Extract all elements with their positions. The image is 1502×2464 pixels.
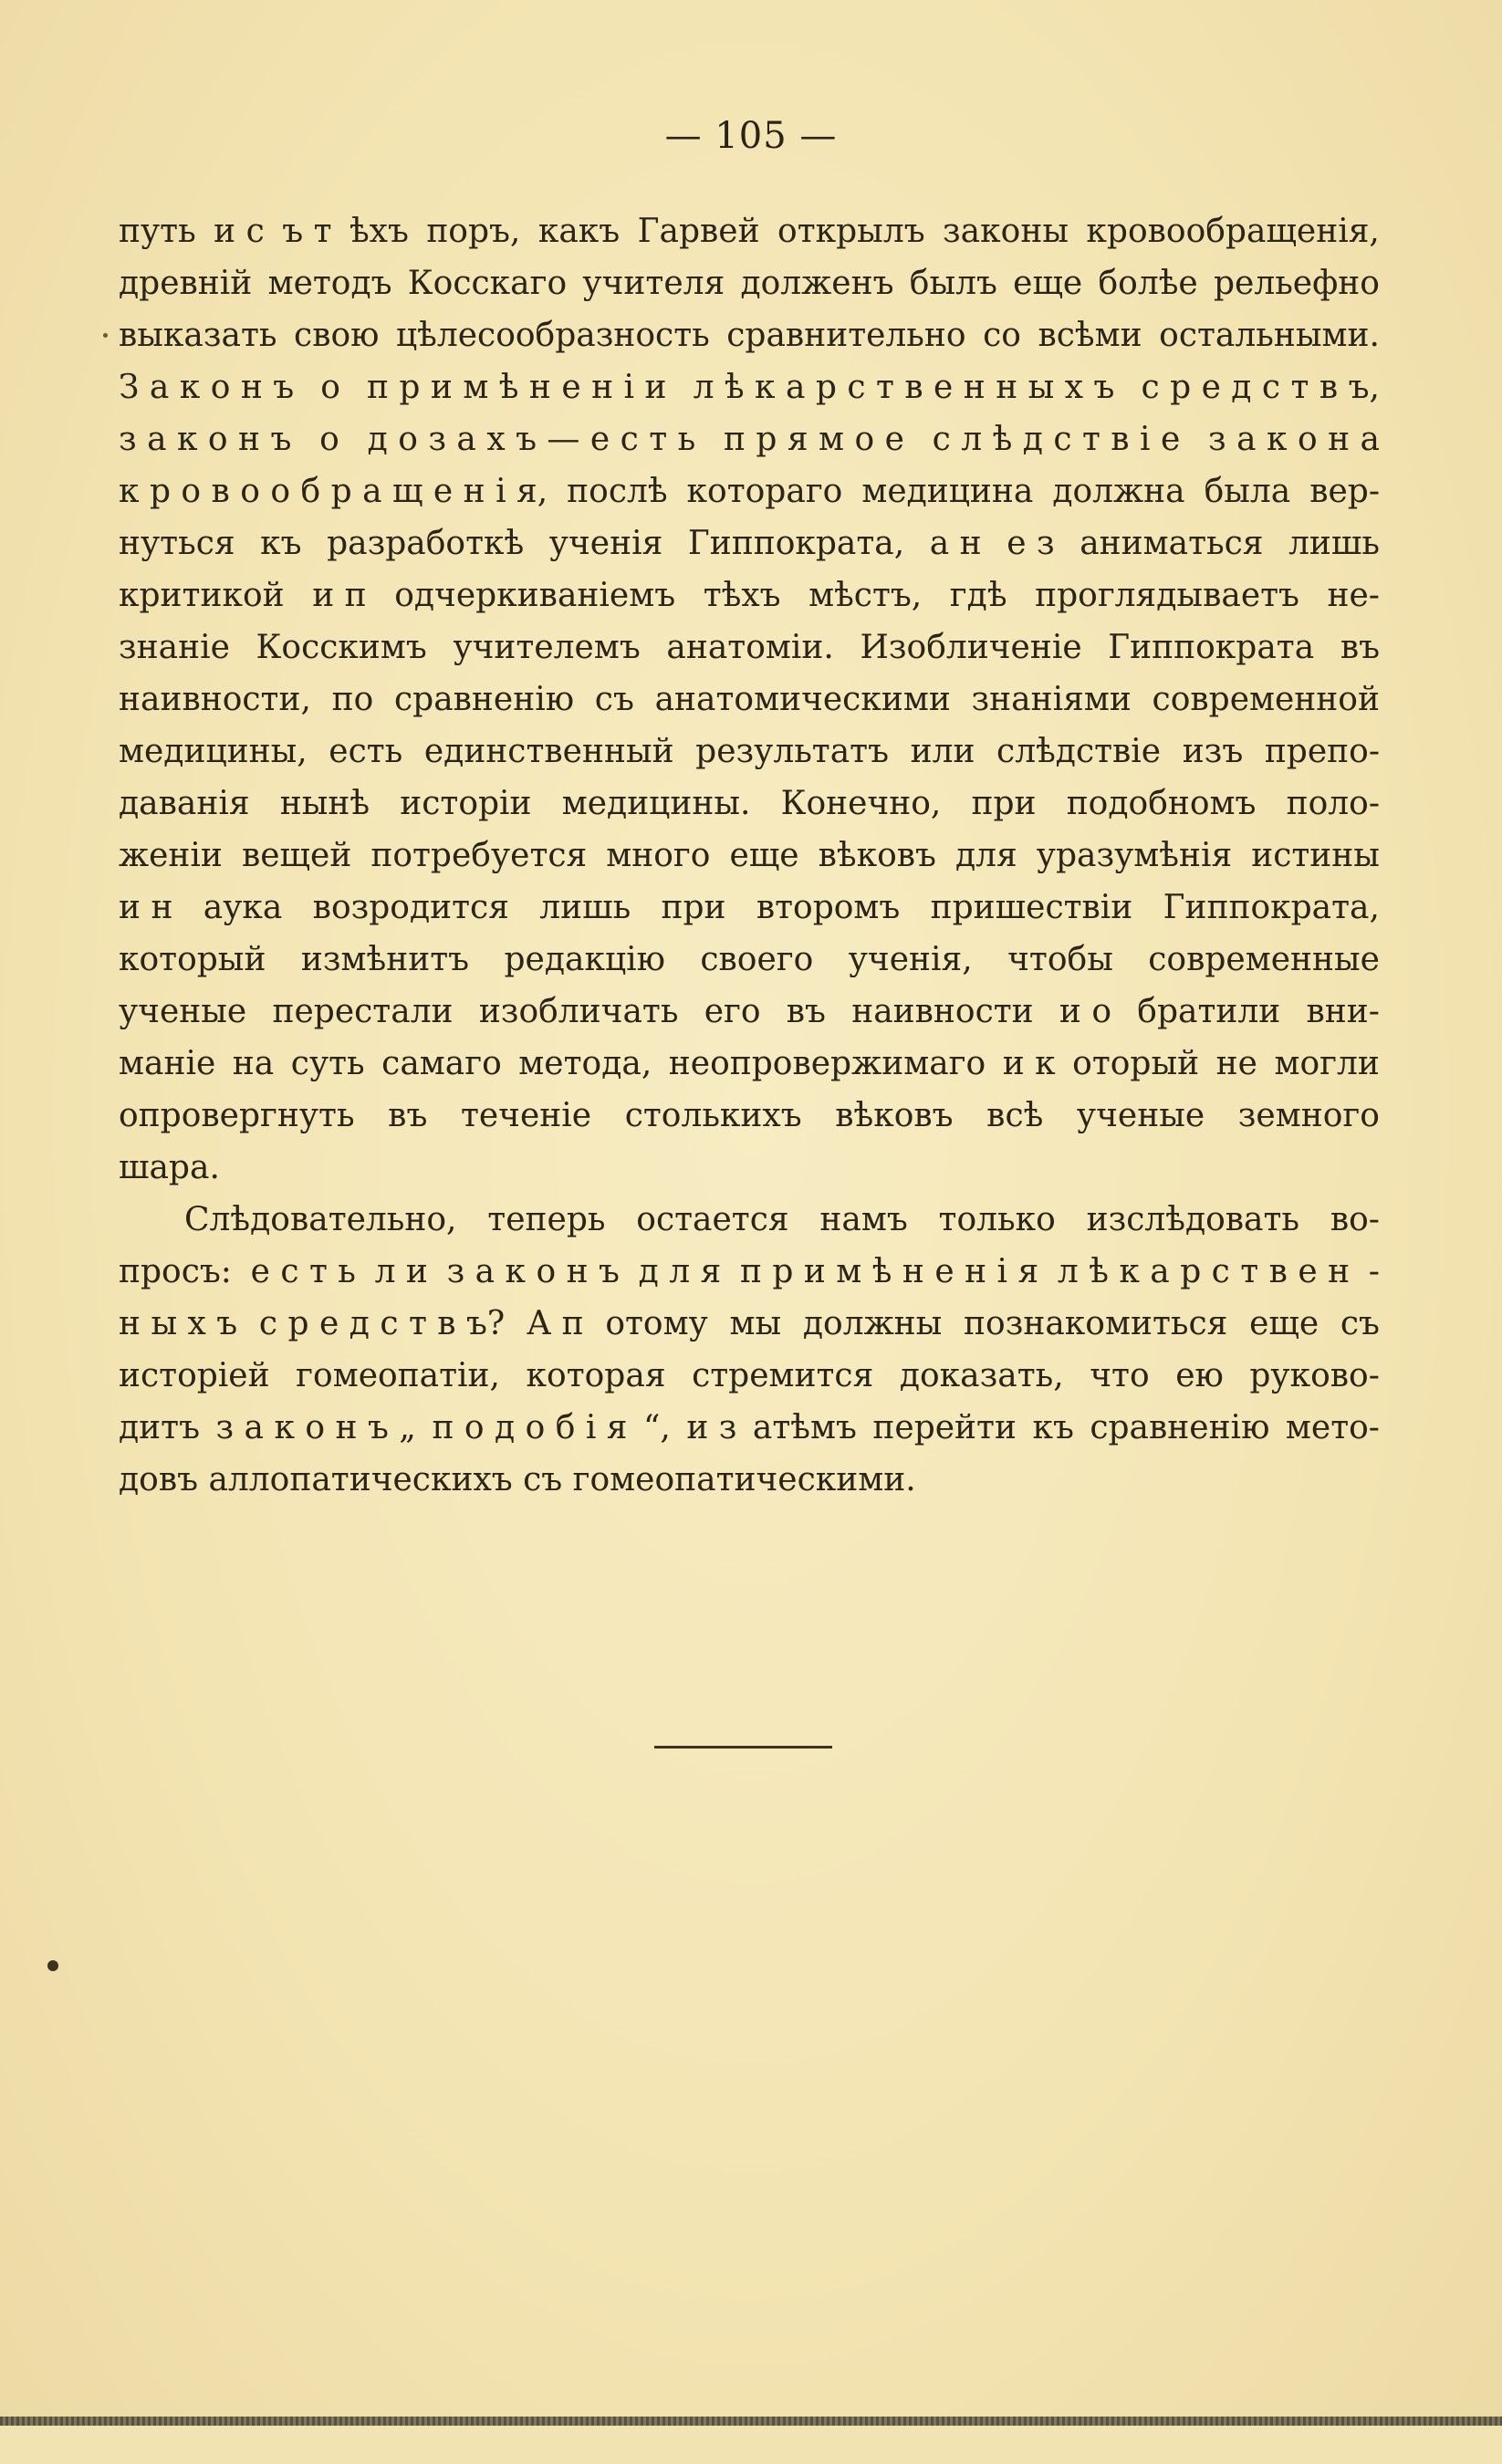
word: должны xyxy=(802,1305,943,1342)
word: вѣковъ xyxy=(818,837,936,874)
text-line xyxy=(119,986,1380,1038)
word: разработкѣ xyxy=(327,525,525,562)
page-edge-band xyxy=(0,2417,1502,2426)
word: потребуется xyxy=(370,837,588,874)
word: проглядываетъ xyxy=(1035,577,1299,614)
word: не- xyxy=(1327,577,1380,614)
word: во- xyxy=(1330,1201,1380,1238)
word: исторіи xyxy=(400,785,532,822)
text-line xyxy=(119,1350,1380,1402)
word: самаго xyxy=(381,1045,502,1082)
page-number: — 105 — xyxy=(664,115,838,157)
word: атѣмъ xyxy=(752,1409,857,1446)
word: послѣ xyxy=(567,473,668,510)
word: - xyxy=(1368,1253,1380,1290)
word: древній xyxy=(119,265,253,302)
word: гомеопатіи, xyxy=(296,1357,500,1394)
word: не xyxy=(1215,1045,1257,1082)
word: с р е д с т в ъ? xyxy=(258,1305,506,1342)
word: з а к о н ъ xyxy=(119,421,292,458)
word: всѣми xyxy=(1038,317,1142,354)
word: ею xyxy=(1175,1357,1224,1394)
word: отому xyxy=(605,1305,708,1342)
text-line xyxy=(119,1246,1380,1298)
text-line xyxy=(119,673,1380,726)
word: ѣхъ xyxy=(349,213,409,250)
word: редакцію xyxy=(504,941,665,978)
word: перестали xyxy=(272,993,454,1030)
word: с р е д с т в ъ, xyxy=(1141,369,1380,406)
word: вни- xyxy=(1306,993,1380,1030)
word: критикой xyxy=(119,577,285,614)
text-line xyxy=(119,1038,1380,1090)
text-line xyxy=(119,1142,1380,1194)
text-line xyxy=(119,517,1380,569)
word: въ xyxy=(1340,629,1380,666)
text-line xyxy=(119,1402,1380,1454)
word: Гиппократа, xyxy=(687,525,905,562)
text-line xyxy=(119,778,1380,830)
word: з а к о н ъ „ xyxy=(215,1409,416,1446)
word: Косскимъ xyxy=(256,629,427,666)
word: былъ xyxy=(909,265,997,302)
text-line xyxy=(119,934,1380,986)
word: н ы х ъ xyxy=(119,1305,238,1342)
word: на xyxy=(232,1045,275,1082)
word: вер- xyxy=(1309,473,1380,510)
word: неопровержимаго xyxy=(668,1045,986,1082)
word: изобличать xyxy=(478,993,679,1030)
word: которая xyxy=(526,1357,666,1394)
ink-speck xyxy=(47,1960,58,1971)
word: своего xyxy=(700,941,814,978)
body-text xyxy=(119,205,1380,1506)
line-text: довъ аллопатическихъ съ гомеопатическими. xyxy=(119,1461,916,1498)
word: при xyxy=(661,889,726,926)
word: анатоміи. xyxy=(666,629,834,666)
word: путь xyxy=(119,213,196,250)
text-line xyxy=(119,465,1380,517)
word: сравненію xyxy=(1090,1409,1270,1446)
word: единственный xyxy=(423,733,674,770)
word: цѣлесообразность xyxy=(396,317,710,354)
word: и о xyxy=(1059,993,1112,1030)
word: пришествіи xyxy=(930,889,1133,926)
word: должна xyxy=(1052,473,1185,510)
word: и к xyxy=(1002,1045,1056,1082)
word: второмъ xyxy=(756,889,901,926)
text-line xyxy=(119,257,1380,309)
word: еще xyxy=(729,837,799,874)
page-bottom-margin xyxy=(0,2426,1502,2464)
word: и з xyxy=(686,1409,737,1446)
word: знаніе xyxy=(119,629,230,666)
word: по xyxy=(331,681,374,718)
word: уразумѣнія xyxy=(1036,837,1233,874)
word: аниматься xyxy=(1080,525,1264,562)
text-line xyxy=(119,1090,1380,1142)
word: доказать, xyxy=(899,1357,1064,1394)
word: Конечно, xyxy=(780,785,942,822)
word: для xyxy=(954,837,1017,874)
word: современной xyxy=(1152,681,1380,718)
word: къ xyxy=(1032,1409,1074,1446)
word: стремится xyxy=(692,1357,874,1394)
word: намъ xyxy=(819,1201,908,1238)
word: Гиппократа xyxy=(1108,629,1315,666)
text-line xyxy=(119,569,1380,621)
text-line xyxy=(119,726,1380,778)
line-text: шара. xyxy=(119,1149,220,1186)
word: поръ, xyxy=(426,213,521,250)
word: при xyxy=(971,785,1037,822)
word: лишь xyxy=(1288,525,1380,562)
word: л и xyxy=(374,1253,428,1290)
word: поло- xyxy=(1286,785,1380,822)
word: З а к о н ъ xyxy=(119,369,295,406)
word: Гиппократа, xyxy=(1163,889,1380,926)
paragraph-2 xyxy=(119,1194,1380,1506)
text-line xyxy=(119,413,1380,465)
word: п о д о б і я xyxy=(432,1409,628,1446)
word: болѣе xyxy=(1098,265,1198,302)
text-line xyxy=(119,361,1380,413)
word: долженъ xyxy=(740,265,894,302)
word: препо- xyxy=(1264,733,1380,770)
word: законы xyxy=(943,213,1069,250)
word: возродится xyxy=(312,889,509,926)
word: п р и м ѣ н е н і и xyxy=(366,369,667,406)
word: изслѣдовать xyxy=(1086,1201,1300,1238)
word: который xyxy=(119,941,266,978)
word: братили xyxy=(1137,993,1281,1030)
text-line xyxy=(119,1194,1380,1246)
word: л ѣ к а р с т в е н н ы х ъ xyxy=(693,369,1115,406)
word: ученія xyxy=(548,525,663,562)
word: ученія, xyxy=(848,941,973,978)
word: открылъ xyxy=(777,213,925,250)
word: оторый xyxy=(1072,1045,1200,1082)
word: медицины. xyxy=(561,785,751,822)
word: д л я xyxy=(638,1253,722,1290)
word: истины xyxy=(1251,837,1380,874)
word: п р я м о е xyxy=(723,421,904,458)
word: руково- xyxy=(1249,1357,1380,1394)
word: столькихъ xyxy=(624,1097,802,1134)
word: ъ т xyxy=(282,213,332,250)
word: современные xyxy=(1148,941,1380,978)
word: аука xyxy=(203,889,283,926)
word: къ xyxy=(260,525,302,562)
word: и п xyxy=(312,577,367,614)
text-line xyxy=(119,205,1380,257)
word: тѣхъ xyxy=(703,577,781,614)
word: методъ xyxy=(267,265,392,302)
word: только xyxy=(938,1201,1056,1238)
word: учителемъ xyxy=(453,629,641,666)
word: познакомиться xyxy=(964,1305,1228,1342)
ink-speck xyxy=(103,333,108,338)
word: мето- xyxy=(1285,1409,1380,1446)
word: со xyxy=(983,317,1021,354)
word: сравнительно xyxy=(726,317,966,354)
word: анатомическими xyxy=(654,681,951,718)
word: мы xyxy=(729,1305,782,1342)
word: слѣдствіе xyxy=(996,733,1162,770)
text-line xyxy=(119,1298,1380,1350)
word: нынѣ xyxy=(279,785,370,822)
word: медицина xyxy=(861,473,1034,510)
word: въ xyxy=(786,993,826,1030)
word: или xyxy=(910,733,975,770)
word: рельефно xyxy=(1213,265,1380,302)
word: е з xyxy=(1007,525,1055,562)
word: опровергнуть xyxy=(119,1097,355,1134)
word: наивности xyxy=(851,993,1034,1030)
word: метода, xyxy=(518,1045,652,1082)
word: о xyxy=(320,369,340,406)
word: была xyxy=(1204,473,1291,510)
word: свою xyxy=(294,317,380,354)
word: даванія xyxy=(119,785,250,822)
word: гдѣ xyxy=(949,577,1007,614)
text-line xyxy=(119,882,1380,934)
word: Изобличеніе xyxy=(860,629,1082,666)
word: подобномъ xyxy=(1066,785,1257,822)
word: что xyxy=(1090,1357,1150,1394)
word: котораго xyxy=(686,473,843,510)
word: ученые xyxy=(119,993,247,1030)
word: просъ: xyxy=(119,1253,232,1290)
word: теперь xyxy=(487,1201,606,1238)
word: много xyxy=(606,837,711,874)
word: с л ѣ д с т в і е xyxy=(932,421,1181,458)
word: исторіей xyxy=(119,1357,270,1394)
word: его xyxy=(704,993,761,1030)
word: о xyxy=(319,421,339,458)
word: есть xyxy=(329,733,403,770)
word: остальными. xyxy=(1159,317,1380,354)
word: Слѣдовательно, xyxy=(184,1201,457,1238)
word: теченіе xyxy=(460,1097,592,1134)
word: и с xyxy=(214,213,265,250)
word: чтобы xyxy=(1007,941,1113,978)
word: л ѣ к а р с т в е н xyxy=(1057,1253,1351,1290)
section-divider xyxy=(654,1746,832,1749)
word: д о з а х ъ — е с т ь xyxy=(367,421,696,458)
word: перейти xyxy=(872,1409,1017,1446)
word: нуться xyxy=(119,525,235,562)
text-line xyxy=(119,309,1380,361)
word: кровообращенія, xyxy=(1086,213,1380,250)
word: съ xyxy=(594,681,634,718)
word: одчеркиваніемъ xyxy=(394,577,676,614)
word: п р и м ѣ н е н і я xyxy=(739,1253,1039,1290)
word: медицины, xyxy=(119,733,308,770)
word: А п xyxy=(526,1305,584,1342)
word: еще xyxy=(1249,1305,1319,1342)
word: к р о в о о б р а щ е н і я, xyxy=(119,473,548,510)
word: земного xyxy=(1237,1097,1380,1134)
word: маніе xyxy=(119,1045,216,1082)
text-line xyxy=(119,621,1380,673)
word: всѣ xyxy=(986,1097,1044,1134)
text-line xyxy=(119,1454,1380,1506)
word: з а к о н а xyxy=(1208,421,1380,458)
word: и н xyxy=(119,889,173,926)
word: сравненію xyxy=(393,681,575,718)
word: мѣстъ, xyxy=(808,577,923,614)
word: еще xyxy=(1013,265,1083,302)
word: могли xyxy=(1274,1045,1380,1082)
text-line xyxy=(119,830,1380,882)
word: з а к о н ъ xyxy=(446,1253,620,1290)
word: а н xyxy=(929,525,982,562)
word: “, xyxy=(643,1409,671,1446)
word: учителя xyxy=(582,265,725,302)
word: Косскаго xyxy=(407,265,568,302)
word: какъ xyxy=(537,213,621,250)
word: выказать xyxy=(119,317,277,354)
word: е с т ь xyxy=(250,1253,356,1290)
word: вѣковъ xyxy=(835,1097,954,1134)
word: знаніями xyxy=(971,681,1132,718)
word: наивности, xyxy=(119,681,311,718)
word: ученые xyxy=(1076,1097,1205,1134)
word: въ xyxy=(388,1097,428,1134)
word: остается xyxy=(636,1201,789,1238)
word: измѣнитъ xyxy=(300,941,470,978)
word: вещей xyxy=(241,837,352,874)
word: женіи xyxy=(119,837,223,874)
word: суть xyxy=(290,1045,365,1082)
word: результатъ xyxy=(695,733,890,770)
word: Гарвей xyxy=(637,213,760,250)
word: съ xyxy=(1340,1305,1380,1342)
paragraph-1 xyxy=(119,205,1380,1194)
word: лишь xyxy=(539,889,631,926)
word: дитъ xyxy=(119,1409,200,1446)
word: изъ xyxy=(1182,733,1244,770)
